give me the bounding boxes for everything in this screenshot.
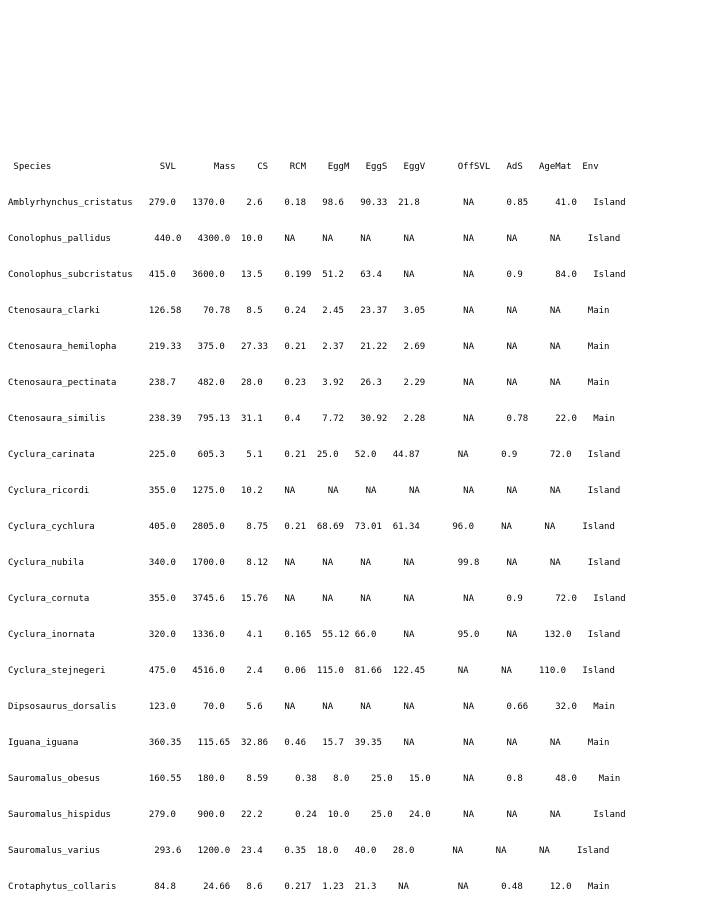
table-row: Sauromalus_varius 293.6 1200.0 23.4 0.35 18.0 40.0 28.0 NA NA NA Island bbox=[8, 846, 610, 856]
table-row: Dipsosaurus_dorsalis 123.0 70.0 5.6 NA NA NA NA NA 0.66 32.0 Main bbox=[8, 702, 615, 712]
table-header: Species SVL Mass CS RCM EggM EggS EggV OffSVL AdS AgeMat Env bbox=[8, 162, 599, 172]
table-row: Cyclura_carinata 225.0 605.3 5.1 0.21 25.0 52.0 44.87 NA 0.9 72.0 Island bbox=[8, 450, 621, 460]
table-row: Cyclura_nubila 340.0 1700.0 8.12 NA NA NA NA 99.8 NA NA Island bbox=[8, 558, 621, 568]
table-row: Iguana_iguana 360.35 115.65 32.86 0.46 15.7 39.35 NA NA NA NA Main bbox=[8, 738, 610, 748]
table-row: Ctenosaura_clarki 126.58 70.78 8.5 0.24 2.45 23.37 3.05 NA NA NA Main bbox=[8, 306, 610, 316]
table-row: Cyclura_inornata 320.0 1336.0 4.1 0.165 55.12 66.0 NA 95.0 NA 132.0 Island bbox=[8, 630, 621, 640]
table-row: Crotaphytus_collaris 84.8 24.66 8.6 0.217 1.23 21.3 NA NA 0.48 12.0 Main bbox=[8, 882, 610, 892]
table-row: Sauromalus_obesus 160.55 180.0 8.59 0.38 8.0 25.0 15.0 NA 0.8 48.0 Main bbox=[8, 774, 621, 784]
table-row: Cyclura_cychlura 405.0 2805.0 8.75 0.21 68.69 73.01 61.34 96.0 NA NA Island bbox=[8, 522, 615, 532]
table-row: Ctenosaura_hemilopha 219.33 375.0 27.33 0.21 2.37 21.22 2.69 NA NA NA Main bbox=[8, 342, 610, 352]
table-row: Cyclura_stejnegeri 475.0 4516.0 2.4 0.06 115.0 81.66 122.45 NA NA 110.0 Island bbox=[8, 666, 615, 676]
table-row: Sauromalus_hispidus 279.0 900.0 22.2 0.24 10.0 25.0 24.0 NA NA NA Island bbox=[8, 810, 626, 820]
table-row: Conolophus_pallidus 440.0 4300.0 10.0 NA NA NA NA NA NA NA Island bbox=[8, 234, 621, 244]
table-row: Ctenosaura_similis 238.39 795.13 31.1 0.4 7.72 30.92 2.28 NA 0.78 22.0 Main bbox=[8, 414, 615, 424]
table-row: Cyclura_ricordi 355.0 1275.0 10.2 NA NA NA NA NA NA NA Island bbox=[8, 486, 621, 496]
table-row: Amblyrhynchus_cristatus 279.0 1370.0 2.6 0.18 98.6 90.33 21.8 NA 0.85 41.0 Island bbox=[8, 198, 626, 208]
table-row: Conolophus_subcristatus 415.0 3600.0 13.5 0.199 51.2 63.4 NA NA 0.9 84.0 Island bbox=[8, 270, 626, 280]
species-data-table bbox=[8, 137, 626, 917]
table-row: Ctenosaura_pectinata 238.7 482.0 28.0 0.23 3.92 26.3 2.29 NA NA NA Main bbox=[8, 378, 610, 388]
table-row: Cyclura_cornuta 355.0 3745.6 15.76 NA NA NA NA NA 0.9 72.0 Island bbox=[8, 594, 626, 604]
